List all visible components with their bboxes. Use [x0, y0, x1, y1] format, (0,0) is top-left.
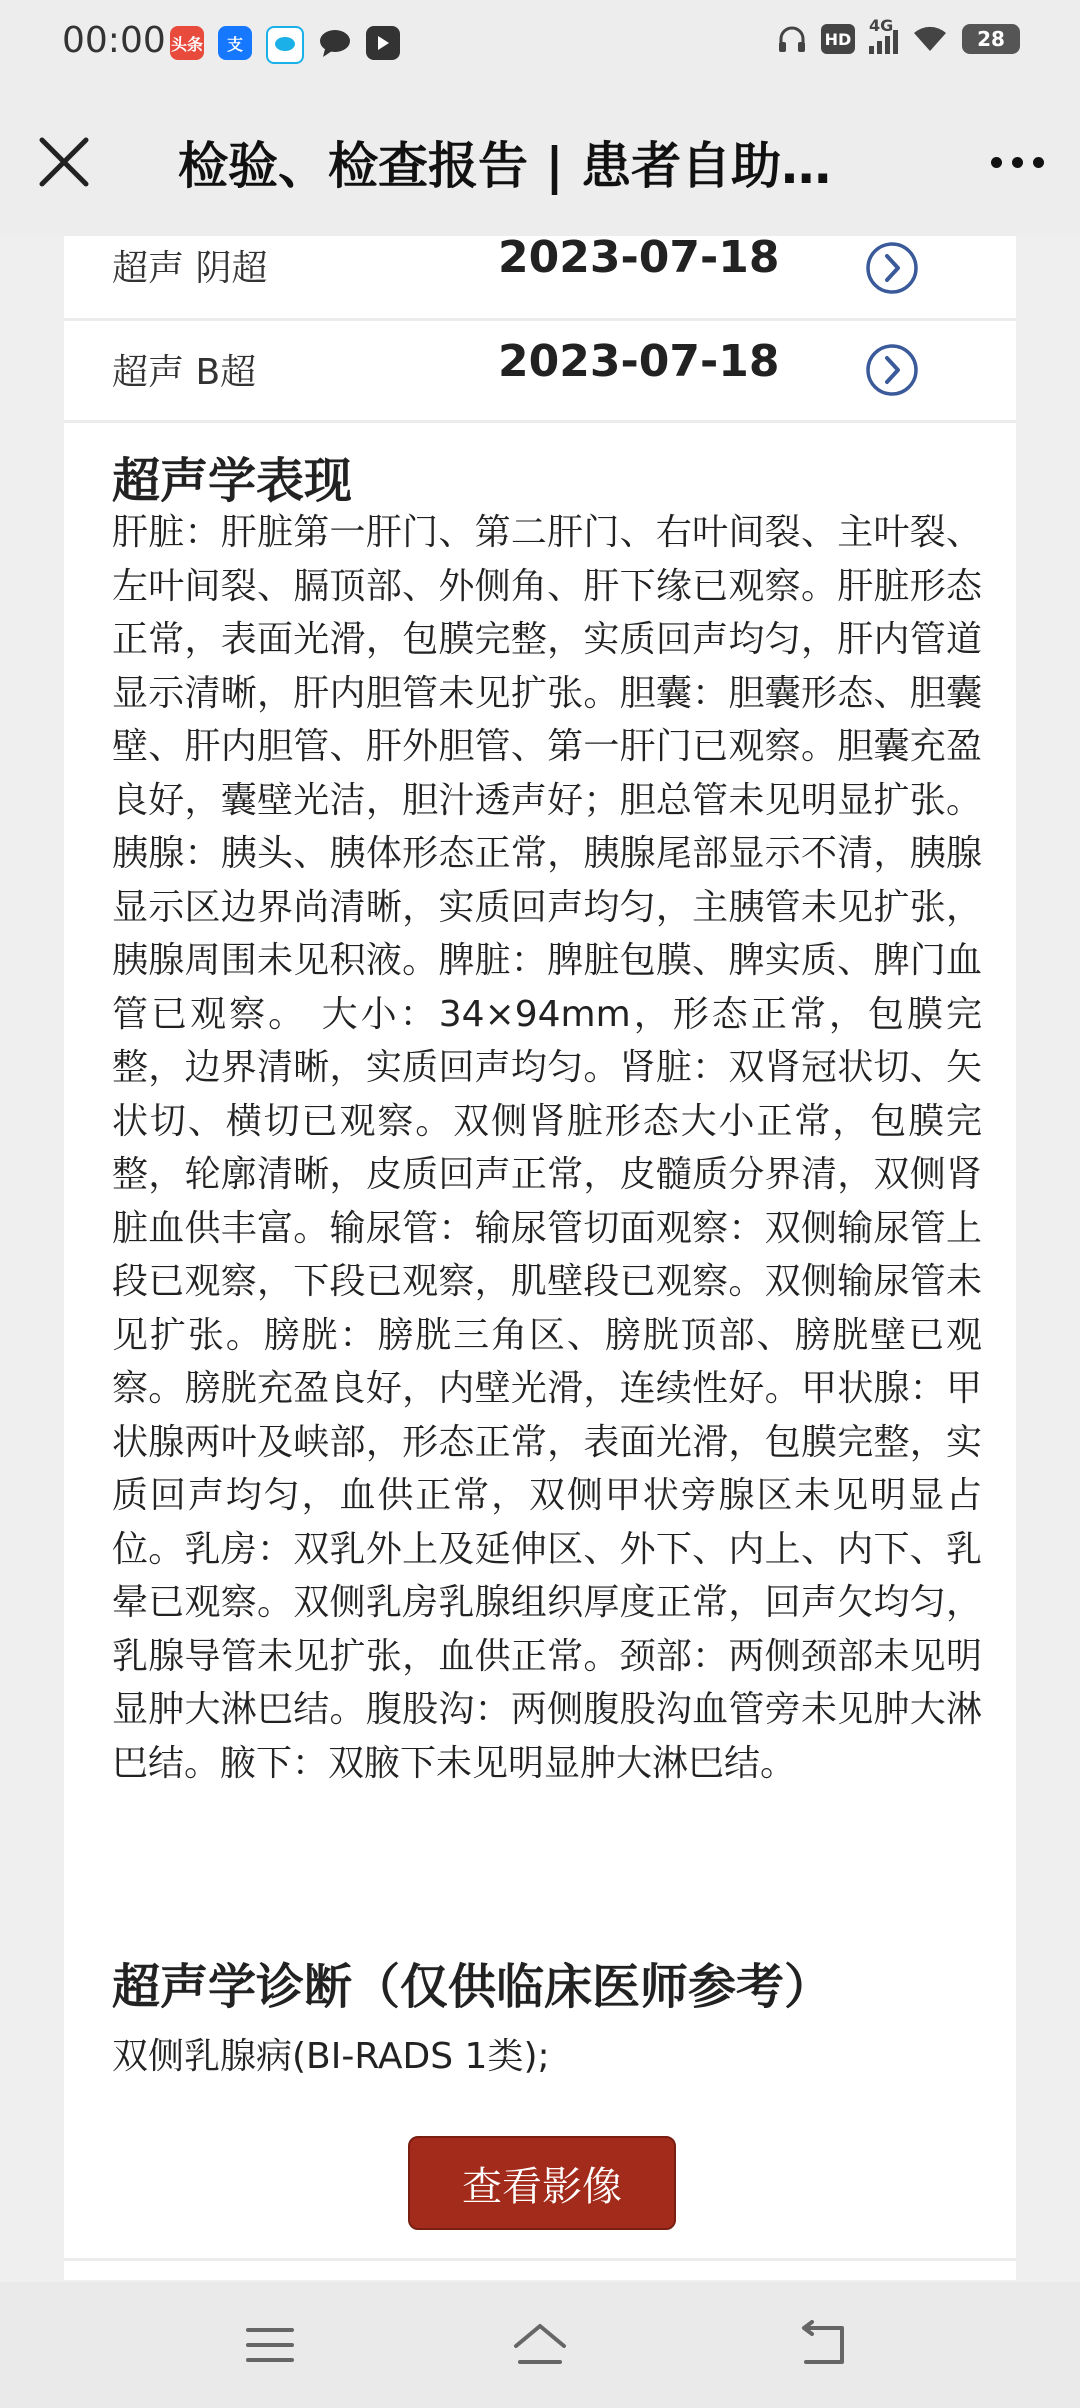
battery-icon: 28 — [962, 24, 1020, 54]
diagnosis-title: 超声学诊断（仅供临床医师参考） — [112, 1959, 833, 2015]
wifi-icon — [912, 25, 948, 53]
chevron-right-circle-icon[interactable] — [864, 342, 920, 398]
status-bar — [0, 0, 1080, 88]
report-card — [64, 232, 1016, 2280]
alipay-icon: 支 — [218, 26, 252, 60]
diagnosis-text: 双侧乳腺病(BI-RADS 1类); — [112, 2036, 550, 2077]
findings-text: 肝脏：肝脏第一肝门、第二肝门、右叶间裂、主叶裂、左叶间裂、膈顶部、外侧角、肝下缘已观察。肝脏形态正常，表面光滑，包膜完整，实质回声均匀，肝内管道显示清晰，肝内胆管未见扩张。胆囊：胆囊形态、胆囊壁、肝内胆管、肝外胆管、第一肝门已观察。胆囊充盈良好，囊壁光洁，胆汁透声好；胆总管未见明显扩张。胰腺：胰头、胰体形态正常，胰腺尾部显示不清，胰腺显示区边界尚清晰，实质回声均匀，主胰管未见扩张，胰腺周围未见积液。脾脏：脾脏包膜、脾实质、脾门血管已观察。 大小：34×94mm，形态正常，包膜完整，边界清晰，实质回声均匀。肾脏：双肾冠状切、矢状切、横切已观察。双侧肾脏形态大小正常，包膜完整，轮廓清晰，皮质回声正常，皮髓质分界清，双侧肾脏血供丰富。输尿管：输尿管切面观察：双侧输尿管上段已观察，下段已观察，肌壁段已观察。双侧输尿管未见扩张。膀胱：膀胱三角区、膀胱顶部、膀胱壁已观察。膀胱充盈良好，内壁光滑，连续性好。甲状腺：甲状腺两叶及峡部，形态正常，表面光滑，包膜完整，实质回声均匀，血供正常，双侧甲状旁腺区未见明显占位。乳房：双乳外上及延伸区、外下、内上、内下、乳晕已观察。双侧乳房乳腺组织厚度正常，回声欠均匀，乳腺导管未见扩张，血供正常。颈部：两侧颈部未见明显肿大淋巴结。腹股沟：两侧腹股沟血管旁未见肿大淋巴结。腋下：双腋下未见明显肿大淋巴结。 — [112, 512, 982, 1784]
report-row-date: 2023-07-18 — [498, 232, 780, 283]
play-icon — [366, 26, 400, 60]
more-dot-icon — [1033, 157, 1044, 168]
toutiao-icon: 头条 — [170, 26, 204, 60]
more-dot-icon — [991, 157, 1002, 168]
chat-bubble-icon — [266, 26, 304, 64]
findings-title: 超声学表现 — [112, 453, 353, 509]
report-row[interactable] — [64, 214, 1016, 321]
more-dot-icon — [1012, 157, 1023, 168]
system-nav-bar — [0, 2282, 1080, 2408]
report-row-name: 超声 B超 — [112, 352, 257, 393]
headphones-icon — [777, 24, 807, 54]
menu-icon[interactable] — [240, 2318, 300, 2372]
hd-icon: HD — [821, 24, 855, 54]
report-row-name: 超声 阴超 — [112, 248, 268, 289]
close-icon — [28, 126, 100, 198]
back-icon[interactable] — [796, 2318, 856, 2372]
close-button[interactable] — [28, 126, 100, 198]
report-row[interactable] — [64, 320, 1016, 423]
message-icon — [318, 26, 352, 60]
page-title: 检验、检查报告 | 患者自助… — [178, 137, 832, 195]
notification-icons — [170, 26, 400, 64]
status-indicators — [777, 16, 1020, 54]
signal-icon: 4G — [869, 24, 898, 54]
chevron-right-circle-icon[interactable] — [864, 240, 920, 296]
home-icon[interactable] — [510, 2318, 570, 2372]
view-image-button[interactable]: 查看影像 — [408, 2136, 676, 2230]
more-options-button[interactable] — [982, 132, 1052, 192]
report-row-date: 2023-07-18 — [498, 336, 780, 387]
status-time: 00:00 — [62, 20, 166, 61]
divider — [64, 2258, 1016, 2261]
